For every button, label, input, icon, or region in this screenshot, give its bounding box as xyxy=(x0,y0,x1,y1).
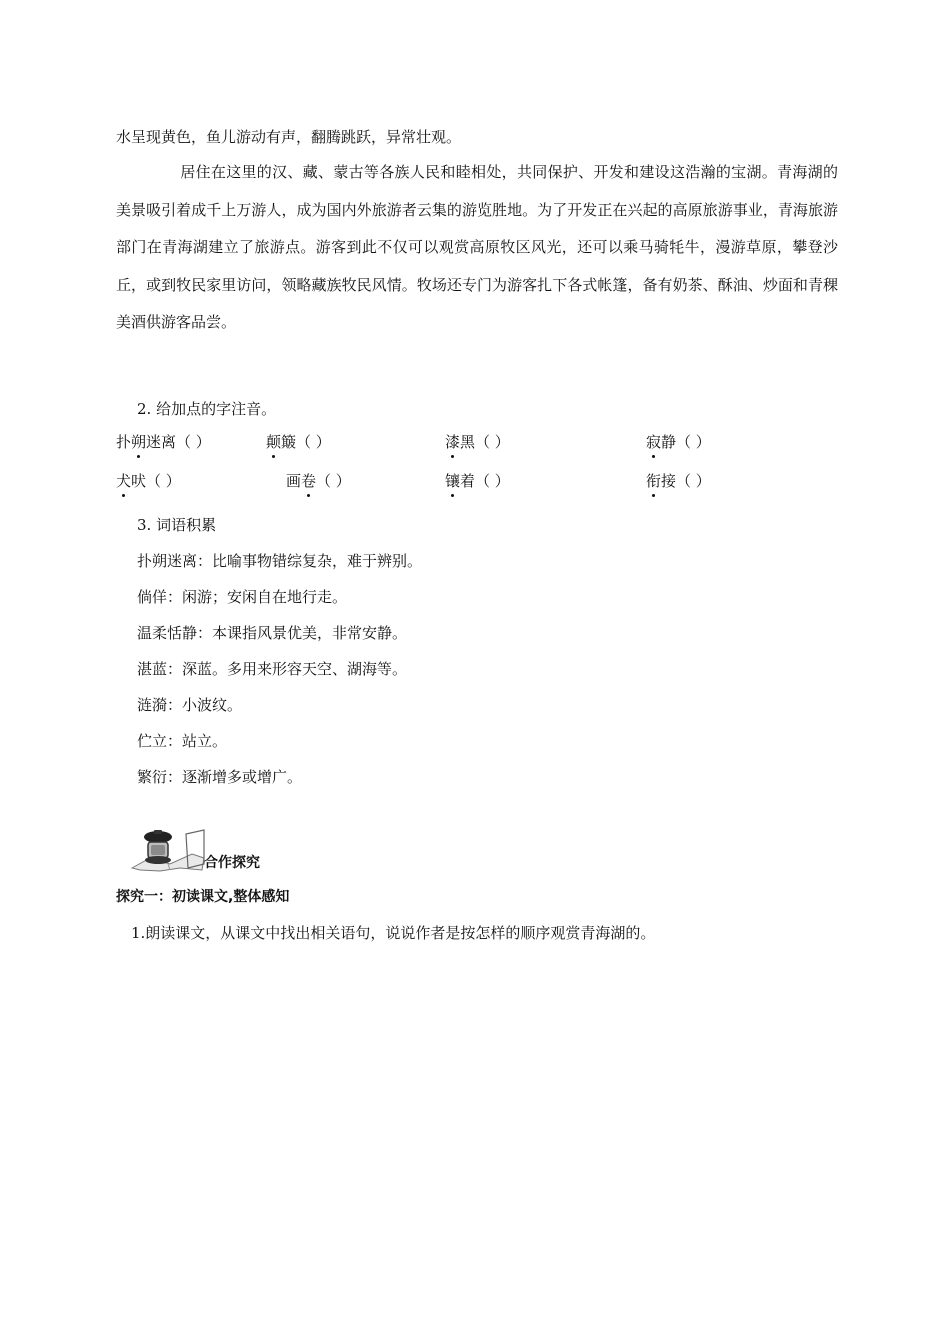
pinyin-heading: 2. 给加点的字注音。 xyxy=(137,400,277,418)
vocab-item: 涟漪：小波纹。 xyxy=(137,696,243,714)
pinyin-item xyxy=(116,431,211,452)
vocab-item: 温柔恬静：本课指风景优美，非常安静。 xyxy=(137,624,408,642)
passage-line: 水呈现黄色，鱼儿游动有声，翻腾跳跃，异常壮观。 xyxy=(116,128,462,146)
pinyin-item xyxy=(646,431,711,452)
pinyin-item-post: 接（ ） xyxy=(661,472,711,490)
pinyin-item-post: 黑（ ） xyxy=(460,433,510,451)
explore-heading: 探究一：初读课文,整体感知 xyxy=(116,889,290,905)
pinyin-item xyxy=(646,470,711,491)
pinyin-dotted-char: 颠 xyxy=(266,433,282,451)
pinyin-item xyxy=(116,470,181,491)
vocab-item: 扑朔迷离：比喻事物错综复杂，难于辨别。 xyxy=(137,552,423,570)
pinyin-dotted-char: 犬 xyxy=(116,472,132,490)
pinyin-item-post: （ ） xyxy=(316,472,351,490)
section-title: 合作探究 xyxy=(204,855,260,871)
vocab-item: 倘佯：闲游；安闲自在地行走。 xyxy=(137,588,348,606)
pinyin-item xyxy=(286,470,351,491)
pinyin-dotted-char: 朔 xyxy=(131,433,147,451)
pinyin-item-post: 迷离（ ） xyxy=(146,433,211,451)
vocab-item: 繁衍：逐渐增多或增广。 xyxy=(137,768,303,786)
pinyin-item xyxy=(445,470,510,491)
pinyin-row-1 xyxy=(116,431,856,455)
pinyin-dotted-char: 衔 xyxy=(646,472,662,490)
vocab-item: 伫立：站立。 xyxy=(137,732,228,750)
vocab-heading: 3. 词语积累 xyxy=(137,516,217,534)
pinyin-item xyxy=(266,431,331,452)
pinyin-dotted-char: 漆 xyxy=(445,433,461,451)
pinyin-item-pre: 画 xyxy=(286,472,302,490)
passage-paragraph-text: 居住在这里的汉、藏、蒙古等各族人民和睦相处，共同保护、开发和建设这浩瀚的宝湖。青海湖的美景吸引着成千上万游人，成为国内外旅游者云集的游览胜地。为了开发正在兴起的高原旅游事业，青海旅游部门在青海湖建立了旅游点。游客到此不仅可以观赏高原牧区风光，还可以乘马骑牦牛，漫游草原，攀登沙丘，或到牧民家里访问，领略藏族牧民风情。牧场还专门为游客扎下各式帐篷，备有奶茶、酥油、炒面和青稞美酒供游客品尝。 xyxy=(116,163,838,331)
pinyin-item-post: 着（ ） xyxy=(460,472,510,490)
pinyin-item-pre: 扑 xyxy=(116,433,132,451)
lantern-book-icon xyxy=(130,828,206,872)
vocab-item: 湛蓝：深蓝。多用来形容天空、湖海等。 xyxy=(137,660,408,678)
passage-paragraph xyxy=(116,154,838,342)
pinyin-dotted-char: 镶 xyxy=(445,472,461,490)
pinyin-item xyxy=(445,431,510,452)
pinyin-dotted-char: 寂 xyxy=(646,433,662,451)
pinyin-dotted-char: 卷 xyxy=(301,472,317,490)
pinyin-row-2 xyxy=(116,470,856,494)
pinyin-item-post: 吠（ ） xyxy=(131,472,181,490)
question-1: 1.朗读课文，从课文中找出相关语句，说说作者是按怎样的顺序观赏青海湖的。 xyxy=(131,924,656,942)
pinyin-item-post: 静（ ） xyxy=(661,433,711,451)
pinyin-item-post: 簸（ ） xyxy=(281,433,331,451)
